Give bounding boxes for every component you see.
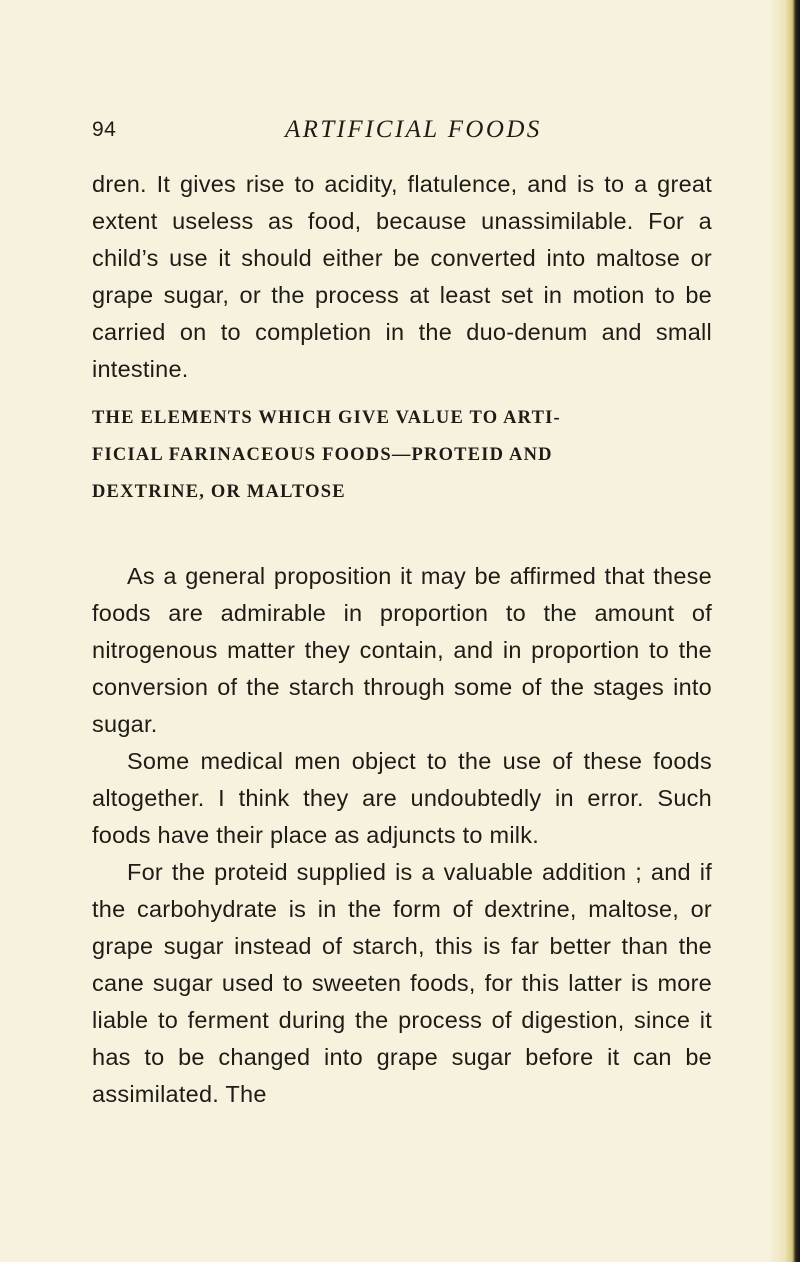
page-gutter-shadow [768, 0, 786, 1262]
body-paragraph: Some medical men object to the use of these foods altogether. I think they are undoubtedly in error. Such foods have their place as adjuncts to milk. [92, 748, 712, 848]
running-title: ARTIFICIAL FOODS [285, 116, 542, 143]
body-paragraph: For the proteid supplied is a valuable addition ; and if the carbohydrate is in the form of dextrine, maltose, or grape sugar instead of starch, this is far better than the cane sugar used to sweeten foods, for this latter is more liable to ferment during the process of digestion, since it has to be changed into grape sugar before it can be assimilated. The [92, 859, 712, 1107]
section-heading-line: THE ELEMENTS WHICH GIVE VALUE TO ARTI- [92, 408, 561, 428]
page-edge [786, 0, 800, 1262]
section-heading-line: FICIAL FARINACEOUS FOODS—PROTEID AND [92, 445, 553, 465]
continued-paragraph: dren. It gives rise to acidity, flatulence, and is to a great extent useless as food, because unassimilable. For a child’s use it should either be converted into maltose or grape sugar, or the process at least set in motion to be carried on to completion in the duo-denum and small intestine. [92, 171, 712, 382]
body-text [92, 558, 712, 1113]
page-header [92, 118, 712, 150]
section-heading [92, 400, 712, 511]
body-paragraph: As a general proposition it may be affirmed that these foods are admirable in proportion to the amount of nitrogenous matter they contain, and in proportion to the conversion of the starch through some of the stages into sugar. [92, 563, 712, 737]
page-number: 94 [92, 118, 117, 141]
section-heading-line: DEXTRINE, OR MALTOSE [92, 482, 346, 502]
